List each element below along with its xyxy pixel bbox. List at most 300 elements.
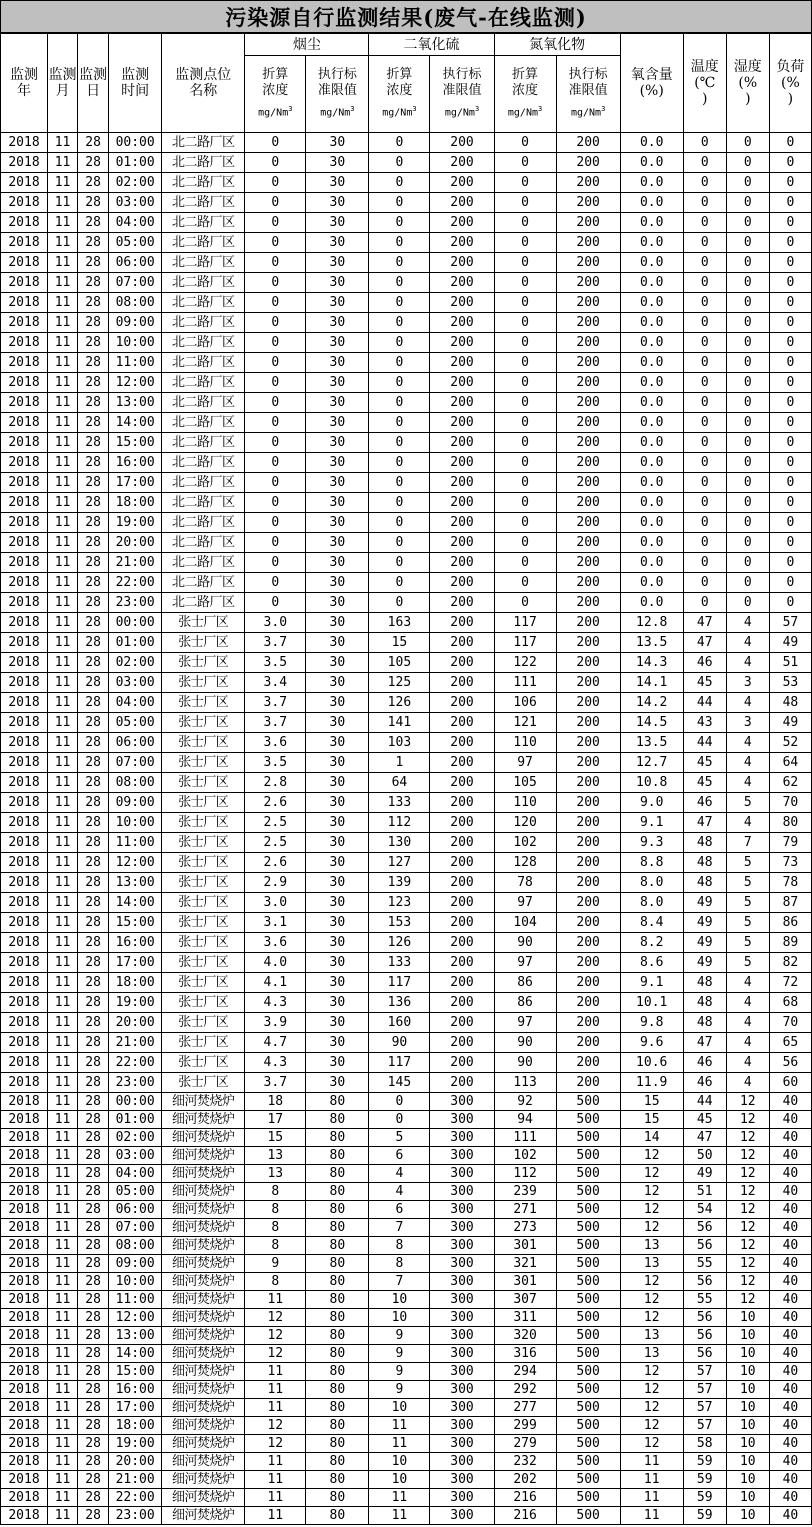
cell-site: 北二路厂区: [162, 253, 245, 273]
cell-humidity: 12: [726, 1093, 769, 1111]
cell-nox-conc: 0: [494, 153, 556, 173]
cell-temperature: 0: [683, 173, 726, 193]
header-dust-limit: [306, 56, 369, 133]
cell-oxygen: 0.0: [620, 293, 683, 313]
cell-dust-limit: 80: [306, 1417, 369, 1435]
cell-time: 13:00: [109, 393, 162, 413]
cell-oxygen: 10.1: [620, 993, 683, 1013]
cell-oxygen: 0.0: [620, 253, 683, 273]
cell-month: 11: [48, 913, 78, 933]
cell-month: 11: [48, 433, 78, 453]
cell-year: 2018: [1, 913, 48, 933]
cell-nox-limit: 200: [556, 933, 620, 953]
cell-nox-limit: 500: [556, 1255, 620, 1273]
cell-temperature: 57: [683, 1363, 726, 1381]
cell-nox-limit: 200: [556, 793, 620, 813]
cell-day: 28: [78, 273, 109, 293]
cell-site: 北二路厂区: [162, 573, 245, 593]
cell-nox-conc: 271: [494, 1201, 556, 1219]
cell-temperature: 56: [683, 1345, 726, 1363]
cell-temperature: 49: [683, 913, 726, 933]
cell-dust-conc: 0: [245, 493, 306, 513]
cell-year: 2018: [1, 1201, 48, 1219]
cell-humidity: 0: [726, 153, 769, 173]
cell-month: 11: [48, 633, 78, 653]
cell-dust-limit: 80: [306, 1327, 369, 1345]
table-row: [1, 1489, 812, 1507]
cell-so2-limit: 200: [430, 953, 494, 973]
cell-humidity: 0: [726, 453, 769, 473]
cell-day: 28: [78, 1417, 109, 1435]
cell-load: 40: [769, 1147, 811, 1165]
cell-nox-conc: 321: [494, 1255, 556, 1273]
header-conc-label: 折算 浓度: [386, 66, 413, 98]
cell-oxygen: 12: [620, 1363, 683, 1381]
cell-so2-conc: 10: [369, 1399, 430, 1417]
cell-time: 12:00: [109, 853, 162, 873]
cell-so2-conc: 163: [369, 613, 430, 633]
cell-time: 21:00: [109, 1471, 162, 1489]
table-row: [1, 993, 812, 1013]
cell-load: 40: [769, 1489, 811, 1507]
cell-month: 11: [48, 1309, 78, 1327]
cell-humidity: 5: [726, 793, 769, 813]
table-row: [1, 453, 812, 473]
cell-oxygen: 0.0: [620, 553, 683, 573]
cell-so2-conc: 0: [369, 273, 430, 293]
cell-nox-conc: 301: [494, 1237, 556, 1255]
cell-dust-conc: 8: [245, 1201, 306, 1219]
cell-so2-limit: 200: [430, 253, 494, 273]
table-row: [1, 1033, 812, 1053]
cell-so2-conc: 0: [369, 233, 430, 253]
cell-oxygen: 9.1: [620, 973, 683, 993]
cell-dust-limit: 30: [306, 193, 369, 213]
cell-time: 15:00: [109, 1363, 162, 1381]
cell-time: 23:00: [109, 1073, 162, 1093]
cell-dust-limit: 30: [306, 613, 369, 633]
cell-so2-conc: 133: [369, 793, 430, 813]
cell-year: 2018: [1, 593, 48, 613]
cell-year: 2018: [1, 793, 48, 813]
cell-dust-limit: 80: [306, 1237, 369, 1255]
cell-dust-limit: 30: [306, 1033, 369, 1053]
cell-temperature: 59: [683, 1507, 726, 1525]
cell-site: 细河焚烧炉: [162, 1183, 245, 1201]
cell-oxygen: 0.0: [620, 533, 683, 553]
unit-label: mg/Nm$^3$: [570, 104, 606, 119]
table-row: [1, 1453, 812, 1471]
cell-temperature: 46: [683, 793, 726, 813]
cell-time: 02:00: [109, 173, 162, 193]
cell-so2-conc: 9: [369, 1345, 430, 1363]
cell-temperature: 56: [683, 1237, 726, 1255]
cell-site: 细河焚烧炉: [162, 1399, 245, 1417]
cell-day: 28: [78, 1033, 109, 1053]
cell-year: 2018: [1, 1435, 48, 1453]
cell-dust-limit: 80: [306, 1093, 369, 1111]
cell-humidity: 12: [726, 1165, 769, 1183]
table-row: [1, 373, 812, 393]
cell-temperature: 47: [683, 633, 726, 653]
table-row: [1, 1219, 812, 1237]
cell-dust-limit: 30: [306, 713, 369, 733]
cell-year: 2018: [1, 853, 48, 873]
cell-nox-limit: 200: [556, 1073, 620, 1093]
cell-month: 11: [48, 453, 78, 473]
cell-humidity: 3: [726, 713, 769, 733]
cell-site: 细河焚烧炉: [162, 1273, 245, 1291]
cell-dust-conc: 12: [245, 1327, 306, 1345]
cell-site: 张士厂区: [162, 1053, 245, 1073]
cell-so2-conc: 7: [369, 1273, 430, 1291]
cell-site: 张士厂区: [162, 673, 245, 693]
table-row: [1, 953, 812, 973]
cell-so2-limit: 200: [430, 333, 494, 353]
cell-nox-limit: 500: [556, 1183, 620, 1201]
cell-oxygen: 0.0: [620, 193, 683, 213]
cell-so2-conc: 126: [369, 693, 430, 713]
cell-oxygen: 0.0: [620, 513, 683, 533]
cell-so2-conc: 11: [369, 1435, 430, 1453]
cell-nox-conc: 0: [494, 493, 556, 513]
cell-month: 11: [48, 333, 78, 353]
cell-year: 2018: [1, 1273, 48, 1291]
cell-nox-conc: 0: [494, 213, 556, 233]
cell-dust-conc: 0: [245, 293, 306, 313]
cell-nox-limit: 200: [556, 613, 620, 633]
cell-humidity: 5: [726, 873, 769, 893]
cell-oxygen: 14.1: [620, 673, 683, 693]
cell-temperature: 0: [683, 133, 726, 153]
cell-nox-limit: 200: [556, 513, 620, 533]
cell-time: 09:00: [109, 1255, 162, 1273]
cell-month: 11: [48, 1129, 78, 1147]
cell-nox-conc: 0: [494, 453, 556, 473]
cell-year: 2018: [1, 1093, 48, 1111]
cell-oxygen: 0.0: [620, 273, 683, 293]
cell-nox-limit: 200: [556, 433, 620, 453]
cell-dust-limit: 30: [306, 273, 369, 293]
cell-oxygen: 0.0: [620, 413, 683, 433]
table-row: [1, 433, 812, 453]
cell-dust-conc: 3.5: [245, 653, 306, 673]
cell-dust-conc: 11: [245, 1291, 306, 1309]
cell-humidity: 10: [726, 1345, 769, 1363]
cell-dust-conc: 2.6: [245, 793, 306, 813]
cell-load: 73: [769, 853, 811, 873]
cell-temperature: 45: [683, 753, 726, 773]
cell-humidity: 0: [726, 593, 769, 613]
cell-year: 2018: [1, 453, 48, 473]
table-row: [1, 1273, 812, 1291]
cell-oxygen: 8.0: [620, 873, 683, 893]
cell-year: 2018: [1, 253, 48, 273]
cell-dust-conc: 9: [245, 1255, 306, 1273]
cell-dust-limit: 30: [306, 933, 369, 953]
cell-so2-conc: 90: [369, 1033, 430, 1053]
cell-humidity: 10: [726, 1453, 769, 1471]
cell-dust-conc: 8: [245, 1219, 306, 1237]
cell-time: 19:00: [109, 1435, 162, 1453]
cell-temperature: 55: [683, 1291, 726, 1309]
cell-year: 2018: [1, 473, 48, 493]
cell-so2-conc: 4: [369, 1183, 430, 1201]
cell-nox-limit: 500: [556, 1219, 620, 1237]
cell-month: 11: [48, 953, 78, 973]
cell-dust-limit: 30: [306, 573, 369, 593]
cell-so2-conc: 141: [369, 713, 430, 733]
cell-year: 2018: [1, 1111, 48, 1129]
header-oxygen: 氧含量 (%): [620, 34, 683, 133]
cell-so2-limit: 300: [430, 1255, 494, 1273]
cell-nox-conc: 120: [494, 813, 556, 833]
cell-year: 2018: [1, 1453, 48, 1471]
cell-year: 2018: [1, 273, 48, 293]
cell-so2-limit: 300: [430, 1165, 494, 1183]
cell-month: 11: [48, 293, 78, 313]
cell-load: 40: [769, 1435, 811, 1453]
cell-so2-conc: 0: [369, 533, 430, 553]
cell-dust-conc: 0: [245, 353, 306, 373]
cell-month: 11: [48, 993, 78, 1013]
cell-day: 28: [78, 1165, 109, 1183]
cell-load: 0: [769, 133, 811, 153]
cell-so2-conc: 105: [369, 653, 430, 673]
cell-time: 03:00: [109, 673, 162, 693]
table-row: [1, 1291, 812, 1309]
cell-temperature: 48: [683, 833, 726, 853]
cell-so2-conc: 0: [369, 353, 430, 373]
cell-time: 07:00: [109, 753, 162, 773]
cell-year: 2018: [1, 193, 48, 213]
cell-so2-conc: 8: [369, 1237, 430, 1255]
cell-site: 北二路厂区: [162, 393, 245, 413]
cell-temperature: 59: [683, 1453, 726, 1471]
cell-year: 2018: [1, 1489, 48, 1507]
cell-so2-conc: 133: [369, 953, 430, 973]
cell-so2-limit: 200: [430, 713, 494, 733]
cell-site: 北二路厂区: [162, 473, 245, 493]
cell-so2-conc: 6: [369, 1147, 430, 1165]
cell-site: 北二路厂区: [162, 453, 245, 473]
table-row: [1, 973, 812, 993]
cell-so2-limit: 200: [430, 573, 494, 593]
cell-humidity: 12: [726, 1129, 769, 1147]
cell-site: 北二路厂区: [162, 273, 245, 293]
cell-nox-conc: 0: [494, 193, 556, 213]
cell-year: 2018: [1, 513, 48, 533]
cell-nox-conc: 104: [494, 913, 556, 933]
cell-temperature: 47: [683, 1033, 726, 1053]
cell-nox-limit: 200: [556, 673, 620, 693]
cell-load: 40: [769, 1345, 811, 1363]
cell-year: 2018: [1, 1507, 48, 1525]
cell-nox-conc: 97: [494, 753, 556, 773]
cell-site: 北二路厂区: [162, 193, 245, 213]
cell-dust-conc: 3.7: [245, 693, 306, 713]
cell-so2-conc: 10: [369, 1309, 430, 1327]
cell-so2-conc: 136: [369, 993, 430, 1013]
cell-dust-conc: 12: [245, 1309, 306, 1327]
cell-so2-conc: 9: [369, 1381, 430, 1399]
cell-dust-limit: 30: [306, 633, 369, 653]
cell-oxygen: 8.8: [620, 853, 683, 873]
cell-time: 11:00: [109, 833, 162, 853]
cell-day: 28: [78, 453, 109, 473]
cell-dust-conc: 0: [245, 473, 306, 493]
cell-site: 细河焚烧炉: [162, 1381, 245, 1399]
cell-load: 0: [769, 313, 811, 333]
header-month: 监测 月: [48, 34, 78, 133]
cell-temperature: 0: [683, 593, 726, 613]
cell-temperature: 48: [683, 853, 726, 873]
cell-day: 28: [78, 373, 109, 393]
header-dust-conc: [245, 56, 306, 133]
cell-dust-conc: 11: [245, 1381, 306, 1399]
cell-site: 北二路厂区: [162, 333, 245, 353]
table-row: [1, 1093, 812, 1111]
cell-load: 48: [769, 693, 811, 713]
cell-so2-conc: 11: [369, 1507, 430, 1525]
cell-dust-limit: 30: [306, 353, 369, 373]
header-conc-label: 折算 浓度: [512, 66, 539, 98]
cell-so2-limit: 300: [430, 1201, 494, 1219]
cell-site: 细河焚烧炉: [162, 1435, 245, 1453]
cell-time: 06:00: [109, 253, 162, 273]
cell-temperature: 0: [683, 393, 726, 413]
cell-oxygen: 0.0: [620, 133, 683, 153]
cell-so2-conc: 0: [369, 253, 430, 273]
cell-year: 2018: [1, 873, 48, 893]
cell-nox-limit: 200: [556, 833, 620, 853]
cell-so2-conc: 15: [369, 633, 430, 653]
cell-dust-limit: 30: [306, 1053, 369, 1073]
cell-load: 0: [769, 273, 811, 293]
cell-dust-limit: 80: [306, 1435, 369, 1453]
cell-day: 28: [78, 1147, 109, 1165]
cell-oxygen: 13: [620, 1237, 683, 1255]
cell-nox-limit: 200: [556, 373, 620, 393]
table-row: [1, 513, 812, 533]
cell-dust-limit: 30: [306, 753, 369, 773]
cell-temperature: 49: [683, 1165, 726, 1183]
cell-load: 0: [769, 493, 811, 513]
cell-nox-limit: 200: [556, 473, 620, 493]
cell-temperature: 0: [683, 293, 726, 313]
cell-so2-limit: 200: [430, 793, 494, 813]
cell-day: 28: [78, 413, 109, 433]
cell-humidity: 12: [726, 1201, 769, 1219]
cell-year: 2018: [1, 153, 48, 173]
cell-site: 北二路厂区: [162, 313, 245, 333]
cell-dust-conc: 0: [245, 593, 306, 613]
cell-year: 2018: [1, 1255, 48, 1273]
cell-day: 28: [78, 1013, 109, 1033]
cell-nox-conc: 86: [494, 973, 556, 993]
cell-day: 28: [78, 1073, 109, 1093]
cell-dust-conc: 12: [245, 1417, 306, 1435]
cell-nox-conc: 97: [494, 953, 556, 973]
cell-so2-conc: 10: [369, 1291, 430, 1309]
table-row: [1, 813, 812, 833]
cell-nox-conc: 0: [494, 313, 556, 333]
cell-so2-limit: 200: [430, 493, 494, 513]
cell-dust-limit: 80: [306, 1201, 369, 1219]
cell-dust-limit: 80: [306, 1273, 369, 1291]
cell-so2-limit: 300: [430, 1489, 494, 1507]
cell-so2-limit: 300: [430, 1111, 494, 1129]
cell-oxygen: 12: [620, 1291, 683, 1309]
cell-time: 22:00: [109, 573, 162, 593]
cell-time: 07:00: [109, 273, 162, 293]
cell-dust-limit: 30: [306, 233, 369, 253]
cell-nox-conc: 97: [494, 1013, 556, 1033]
cell-dust-conc: 3.4: [245, 673, 306, 693]
table-row: [1, 693, 812, 713]
cell-day: 28: [78, 753, 109, 773]
cell-time: 00:00: [109, 613, 162, 633]
cell-temperature: 0: [683, 353, 726, 373]
cell-dust-conc: 3.5: [245, 753, 306, 773]
cell-month: 11: [48, 1363, 78, 1381]
cell-so2-limit: 200: [430, 453, 494, 473]
cell-so2-conc: 117: [369, 1053, 430, 1073]
cell-month: 11: [48, 1111, 78, 1129]
cell-year: 2018: [1, 973, 48, 993]
cell-nox-limit: 200: [556, 573, 620, 593]
cell-dust-conc: 0: [245, 313, 306, 333]
cell-site: 北二路厂区: [162, 213, 245, 233]
cell-nox-limit: 500: [556, 1201, 620, 1219]
cell-day: 28: [78, 1435, 109, 1453]
unit-label: mg/Nm$^3$: [507, 104, 543, 119]
cell-nox-conc: 292: [494, 1381, 556, 1399]
cell-nox-limit: 200: [556, 893, 620, 913]
cell-site: 张士厂区: [162, 753, 245, 773]
cell-day: 28: [78, 313, 109, 333]
table-row: [1, 833, 812, 853]
cell-year: 2018: [1, 713, 48, 733]
cell-so2-limit: 200: [430, 1013, 494, 1033]
cell-year: 2018: [1, 1471, 48, 1489]
cell-humidity: 12: [726, 1111, 769, 1129]
cell-so2-conc: 123: [369, 893, 430, 913]
cell-temperature: 0: [683, 533, 726, 553]
cell-site: 细河焚烧炉: [162, 1363, 245, 1381]
table-row: [1, 1381, 812, 1399]
cell-dust-limit: 30: [306, 673, 369, 693]
cell-humidity: 10: [726, 1435, 769, 1453]
cell-oxygen: 14.3: [620, 653, 683, 673]
cell-nox-conc: 0: [494, 353, 556, 373]
cell-humidity: 10: [726, 1471, 769, 1489]
cell-load: 0: [769, 173, 811, 193]
cell-dust-conc: 11: [245, 1489, 306, 1507]
cell-month: 11: [48, 353, 78, 373]
cell-nox-limit: 200: [556, 773, 620, 793]
table-row: [1, 1013, 812, 1033]
cell-time: 03:00: [109, 193, 162, 213]
cell-nox-conc: 232: [494, 1453, 556, 1471]
cell-temperature: 0: [683, 213, 726, 233]
cell-humidity: 0: [726, 333, 769, 353]
cell-day: 28: [78, 1507, 109, 1525]
table-row: [1, 673, 812, 693]
cell-load: 40: [769, 1291, 811, 1309]
cell-load: 0: [769, 373, 811, 393]
cell-year: 2018: [1, 553, 48, 573]
